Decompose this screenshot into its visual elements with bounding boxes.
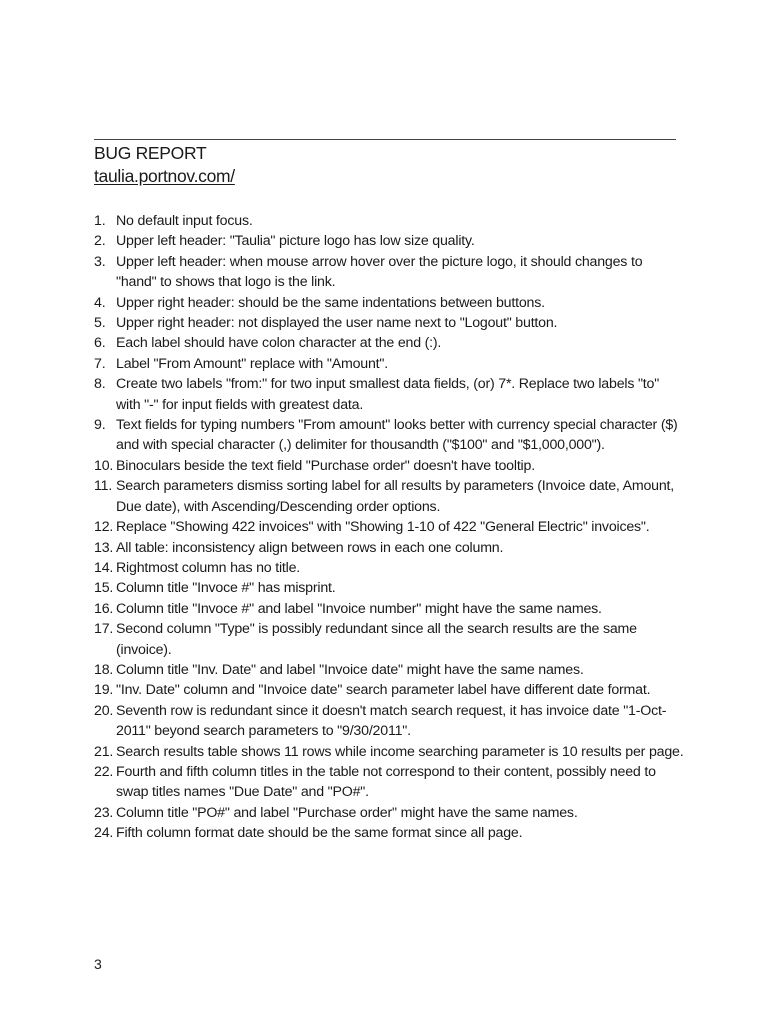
issue-number: 22.	[94, 763, 114, 780]
issue-text: No default input focus.	[116, 213, 253, 229]
issue-number: 4.	[94, 294, 106, 311]
issue-number: 1.	[94, 213, 106, 229]
issue-number: 20.	[94, 702, 114, 719]
issue-text: Column title "Invoce #" and label "Invoice number" might have the same names.	[116, 600, 602, 617]
issue-number: 18.	[94, 661, 114, 678]
issue-text: Each label should have colon character at the end (:).	[116, 335, 442, 352]
issue-text: Replace "Showing 422 invoices" with "Showing 1-10 of 422 "General Electric" invoices".	[116, 519, 650, 536]
issue-text: Upper right header: not displayed the user name next to "Logout" button.	[116, 315, 558, 332]
issue-item	[94, 619, 684, 660]
issue-text: Column title "Invoce #" has misprint.	[116, 580, 336, 597]
issue-number: 5.	[94, 315, 106, 332]
issue-item	[94, 701, 684, 742]
issue-number: 13.	[94, 539, 114, 556]
issue-text: Fifth column format date should be the same format since all page.	[116, 825, 523, 842]
issue-item	[94, 803, 684, 823]
issue-number: 12.	[94, 519, 114, 536]
issue-number: 10.	[94, 457, 114, 474]
issue-number: 17.	[94, 621, 114, 638]
issue-item	[94, 742, 684, 762]
page-number: 3	[94, 956, 102, 972]
issue-number: 24.	[94, 825, 114, 842]
issue-item	[94, 252, 684, 293]
issue-item	[94, 517, 684, 537]
issue-number: 15.	[94, 580, 114, 597]
issue-number: 16.	[94, 600, 114, 617]
site-link[interactable]: taulia.portnov.com/	[94, 166, 235, 186]
issue-item	[94, 578, 684, 598]
issue-text: Seventh row is redundant since it doesn't match search request, it has invoice date "1-Oct-2011" beyond search parameters to "9/30/2011".	[116, 702, 667, 740]
issue-text: Upper left header: when mouse arrow hover over the picture logo, it should changes to "hand" to shows that logo is the link.	[116, 253, 643, 291]
issue-item	[94, 538, 684, 558]
report-title: BUG REPORT	[94, 143, 207, 163]
issue-list	[94, 211, 684, 844]
issue-number: 6.	[94, 335, 106, 352]
issue-text: Text fields for typing numbers "From amount" looks better with currency special character ($) and with special character (,) delimiter for thousandth ("$100" and "$1,000,000").	[116, 417, 678, 454]
issue-number: 19.	[94, 682, 114, 699]
issue-text: Label "From Amount" replace with "Amount".	[116, 355, 388, 372]
issue-text: Upper left header: "Taulia" picture logo has low size quality.	[116, 233, 475, 250]
issue-text: Rightmost column has no title.	[116, 559, 301, 576]
issue-item	[94, 599, 684, 619]
issue-item	[94, 762, 684, 803]
issue-number: 3.	[94, 253, 106, 270]
issue-text: Fourth and fifth column titles in the table not correspond to their content, possibly need to swap titles names "Due Date" and "PO#".	[116, 763, 656, 801]
issue-text: Search parameters dismiss sorting label for all results by parameters (Invoice date, Amount, Due date), with Ascending/Descending order options.	[116, 478, 675, 515]
issue-item	[94, 476, 684, 517]
issue-number: 2.	[94, 233, 106, 250]
issue-text: Search results table shows 11 rows while income searching parameter is 10 results per page.	[116, 743, 684, 760]
issue-text: Upper right header: should be the same indentations between buttons.	[116, 294, 545, 311]
issue-item	[94, 313, 684, 333]
issue-item	[94, 293, 684, 313]
issue-item	[94, 333, 684, 353]
issue-item	[94, 823, 684, 843]
issue-item	[94, 456, 684, 476]
issue-text: All table: inconsistency align between rows in each one column.	[116, 539, 504, 556]
issue-item	[94, 211, 684, 231]
issue-item	[94, 660, 684, 680]
issue-text: Column title "Inv. Date" and label "Invoice date" might have the same names.	[116, 661, 584, 678]
issue-item	[94, 680, 684, 700]
issue-number: 8.	[94, 376, 106, 393]
issue-text: Create two labels "from:" for two input smallest data fields, (or) 7*. Replace two labels "to" with "-" for input fields with greatest data.	[116, 376, 660, 413]
issue-number: 14.	[94, 559, 114, 576]
issue-item	[94, 558, 684, 578]
issue-text: Second column "Type" is possibly redundant since all the search results are the same (invoice).	[116, 621, 637, 658]
issue-text: Binoculars beside the text field "Purchase order" doesn't have tooltip.	[116, 457, 535, 474]
issue-number: 23.	[94, 804, 114, 821]
issue-item	[94, 354, 684, 374]
issue-text: Column title "PO#" and label "Purchase order" might have the same names.	[116, 804, 578, 821]
issue-number: 9.	[94, 417, 106, 434]
issue-number: 7.	[94, 355, 106, 372]
issue-number: 21.	[94, 743, 114, 760]
top-divider	[94, 139, 676, 140]
issue-item	[94, 415, 684, 456]
issue-text: "Inv. Date" column and "Invoice date" search parameter label have different date format.	[116, 682, 651, 699]
issue-number: 11.	[94, 478, 113, 495]
issue-item	[94, 374, 684, 415]
issue-item	[94, 231, 684, 251]
